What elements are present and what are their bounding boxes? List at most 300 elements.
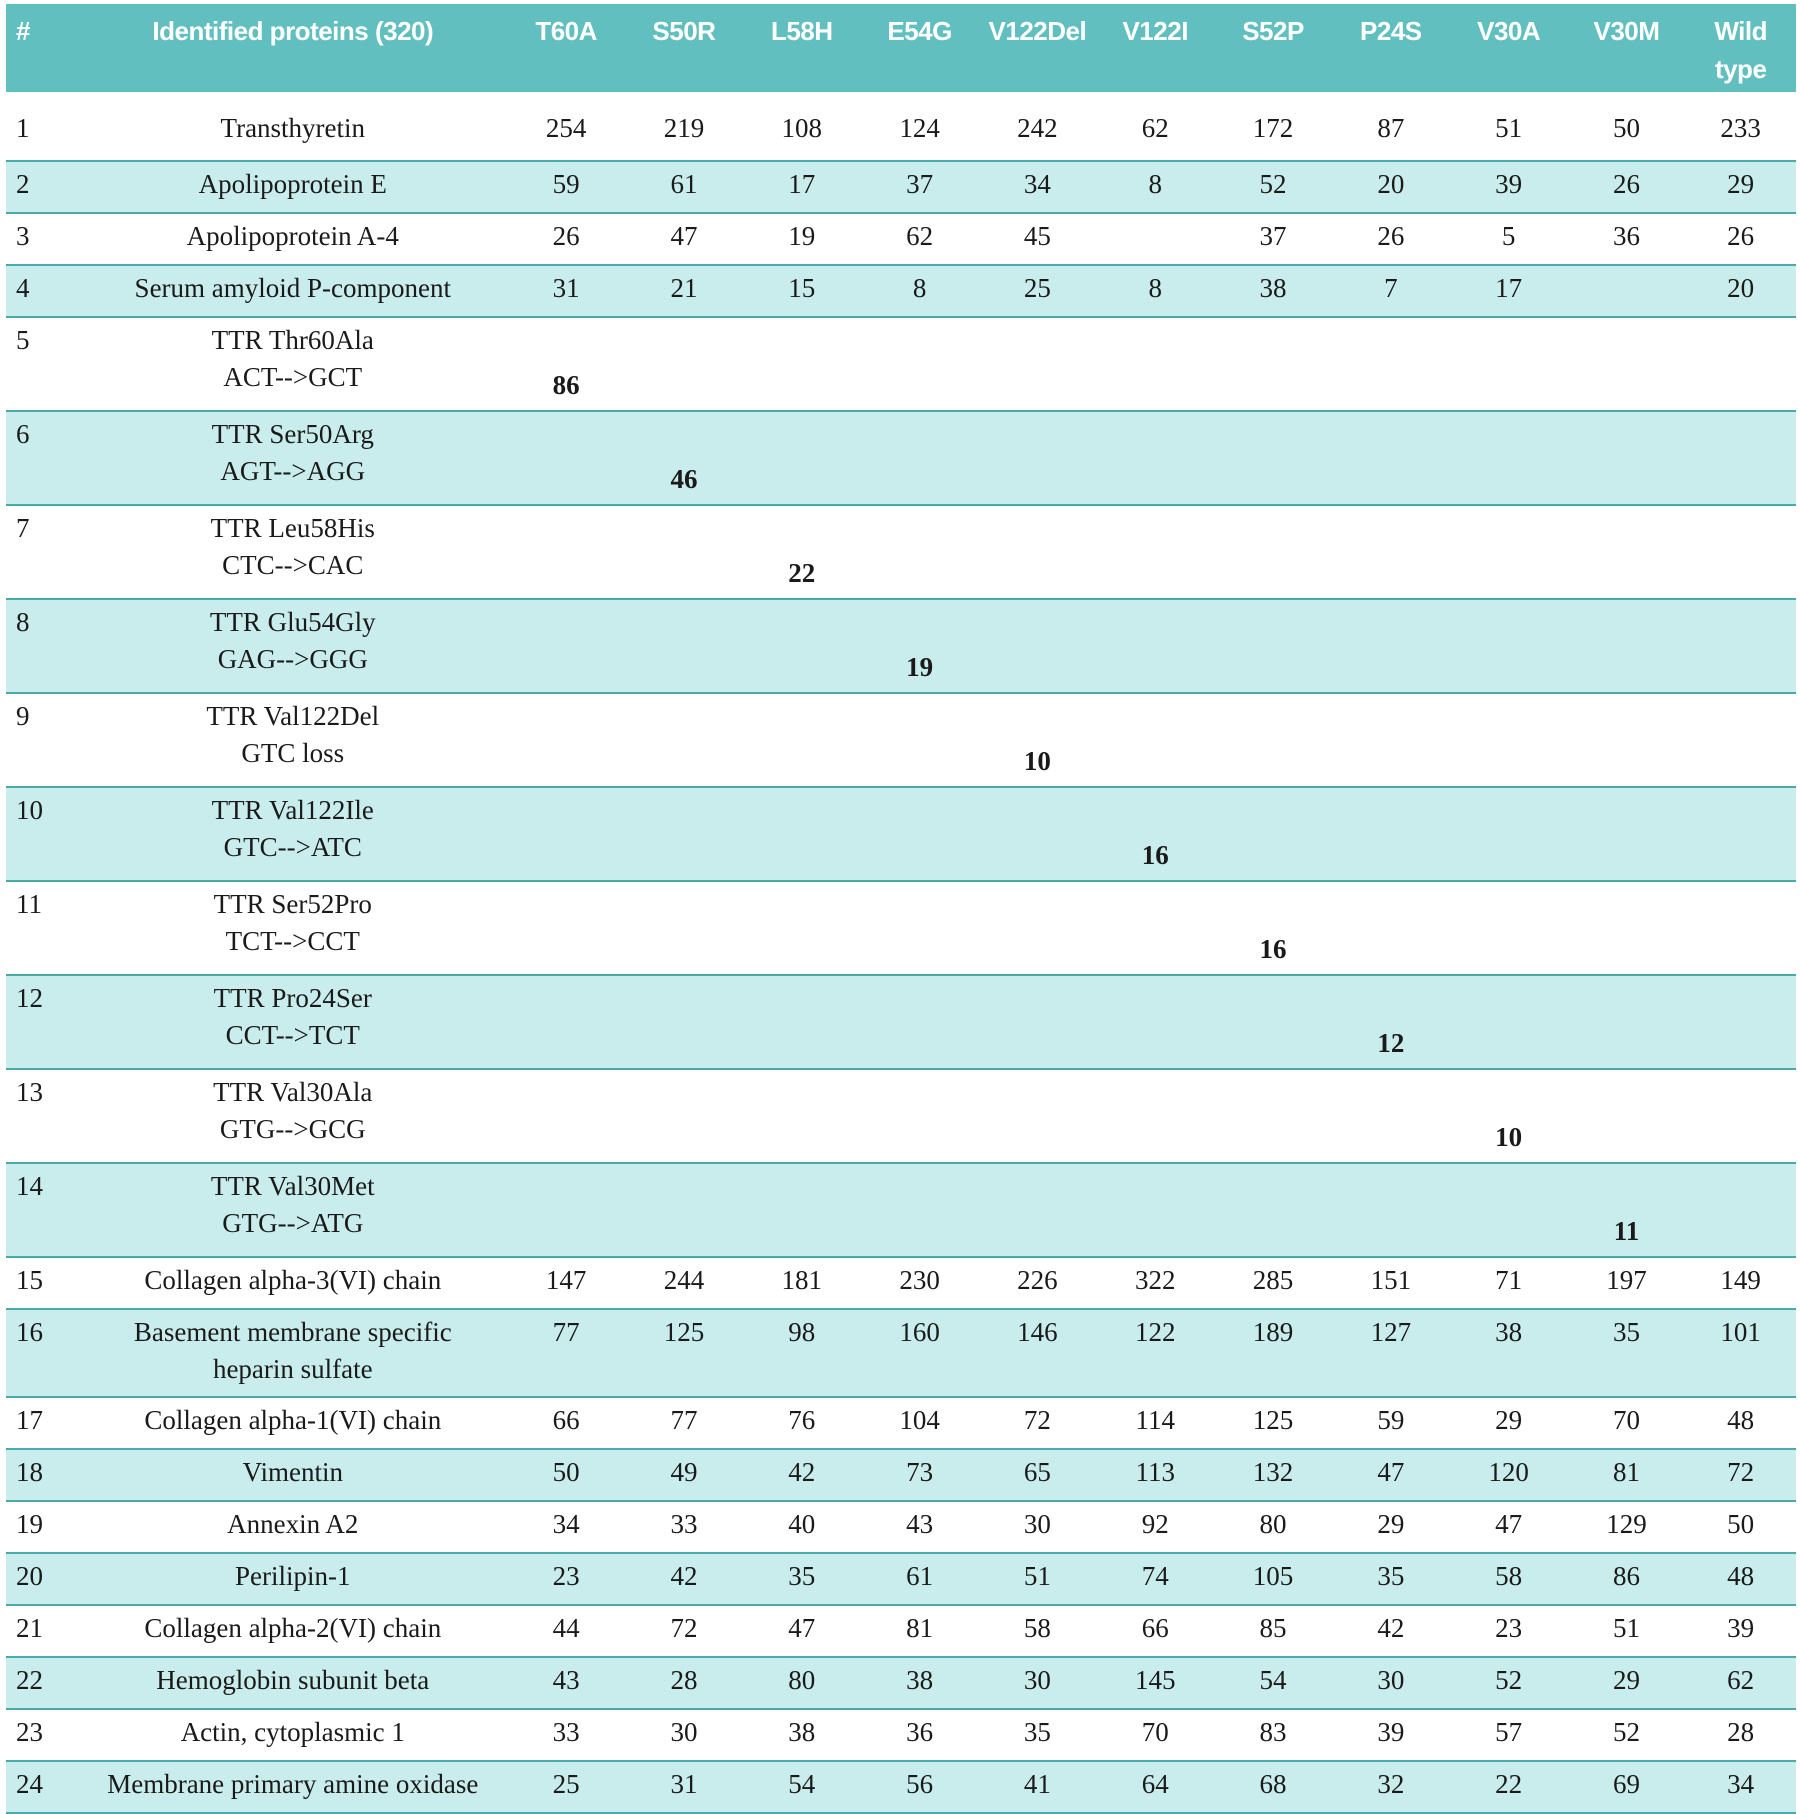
- spectral-count-cell: [507, 693, 625, 787]
- spectral-count-cell: 51: [1023, 1561, 1051, 1591]
- row-number: 3: [16, 221, 30, 251]
- spectral-count-cell: [1332, 1069, 1450, 1163]
- spectral-count-cell: 81: [906, 1613, 934, 1643]
- spectral-count-cell: [743, 317, 861, 411]
- protein-name: [78, 1397, 507, 1449]
- spectral-count-cell: 38: [788, 1717, 816, 1747]
- spectral-count-cell: 146: [1017, 1317, 1058, 1347]
- spectral-count-cell: 33: [670, 1509, 698, 1539]
- spectral-count-cell: [1568, 599, 1686, 693]
- spectral-count-cell: 16: [1259, 934, 1287, 964]
- row-number: 20: [16, 1561, 43, 1591]
- spectral-count-cell: 29: [1612, 1665, 1640, 1695]
- spectral-count-cell: [1214, 693, 1332, 787]
- protein-name-line: Collagen alpha-3(VI) chain: [144, 1265, 442, 1295]
- protein-name: [78, 213, 507, 265]
- row-number: 14: [16, 1171, 43, 1201]
- spectral-count-cell: 74: [1141, 1561, 1169, 1591]
- spectral-count-cell: 87: [1377, 113, 1405, 143]
- header-row: [6, 4, 1796, 92]
- spectral-count-cell: 12: [1377, 1028, 1405, 1058]
- spectral-count-cell: 36: [1612, 221, 1640, 251]
- spectral-count-cell: 73: [906, 1457, 934, 1487]
- table-row: [6, 1709, 1796, 1761]
- protein-name-line: TTR Val30Met: [210, 1171, 375, 1201]
- spectral-count-cell: [507, 881, 625, 975]
- protein-name: [78, 317, 507, 411]
- table-header: [6, 4, 1796, 92]
- spectral-count-cell: [1568, 881, 1686, 975]
- spectral-count-cell: [1332, 787, 1450, 881]
- spectral-count-cell: 70: [1141, 1717, 1169, 1747]
- spectral-count-cell: [1096, 505, 1214, 599]
- spectral-count-cell: 26: [1727, 221, 1755, 251]
- header-variant: V30M: [1593, 16, 1660, 46]
- protein-name-subline: AGT-->AGG: [220, 456, 366, 486]
- spectral-count-cell: 23: [1495, 1613, 1523, 1643]
- protein-name-line: Perilipin-1: [235, 1561, 351, 1591]
- spectral-count-cell: 104: [899, 1405, 940, 1435]
- spectral-count-cell: [1332, 881, 1450, 975]
- spectral-count-cell: 48: [1727, 1561, 1755, 1591]
- spectral-count-cell: 50: [1727, 1509, 1755, 1539]
- row-number: 1: [16, 113, 30, 143]
- spectral-count-cell: 10: [1495, 1122, 1523, 1152]
- spectral-count-cell: 30: [670, 1717, 698, 1747]
- protein-name: [78, 693, 507, 787]
- spectral-count-cell: [978, 505, 1096, 599]
- spectral-count-cell: 17: [1495, 273, 1523, 303]
- protein-name-subline: GTC loss: [241, 738, 345, 768]
- spectral-count-cell: 49: [670, 1457, 698, 1487]
- spectral-count-cell: 120: [1488, 1457, 1529, 1487]
- table-row: [6, 599, 1796, 693]
- spectral-count-cell: [978, 599, 1096, 693]
- protein-name-line: Hemoglobin subunit beta: [156, 1665, 430, 1695]
- protein-name-line: Apolipoprotein E: [198, 169, 387, 199]
- spectral-count-cell: [1214, 505, 1332, 599]
- row-number: 5: [16, 325, 30, 355]
- spectral-count-cell: [507, 975, 625, 1069]
- row-number: 6: [16, 419, 30, 449]
- spectral-count-cell: 29: [1377, 1509, 1405, 1539]
- spectral-count-cell: [507, 1163, 625, 1257]
- spectral-count-cell: [1450, 317, 1568, 411]
- spectral-count-cell: 108: [781, 113, 823, 143]
- protein-name-line: Transthyretin: [220, 113, 366, 143]
- spectral-count-cell: 233: [1720, 113, 1761, 143]
- spectral-count-cell: [1450, 693, 1568, 787]
- row-number: 2: [16, 169, 30, 199]
- spectral-count-cell: [1568, 317, 1686, 411]
- protein-name-line: TTR Ser50Arg: [211, 419, 374, 449]
- protein-name-line: Apolipoprotein A-4: [186, 221, 399, 251]
- header-variant: Wild type: [1714, 16, 1767, 84]
- spectral-count-cell: 66: [1141, 1613, 1169, 1643]
- protein-name: [78, 787, 507, 881]
- protein-name: [78, 1163, 507, 1257]
- table-row: [6, 1657, 1796, 1709]
- spectral-count-cell: 181: [781, 1265, 823, 1295]
- spectral-count-cell: [743, 975, 861, 1069]
- spectral-count-cell: 33: [552, 1717, 580, 1747]
- spectral-count-cell: [625, 505, 743, 599]
- spectral-count-cell: [978, 1163, 1096, 1257]
- spectral-count-cell: 51: [1495, 113, 1523, 143]
- spectral-count-cell: 47: [1377, 1457, 1405, 1487]
- spectral-count-cell: 28: [670, 1665, 698, 1695]
- spectral-count-cell: [1332, 411, 1450, 505]
- spectral-count-cell: 47: [670, 221, 698, 251]
- header-variant: S50R: [652, 16, 716, 46]
- table-row: [6, 1163, 1796, 1257]
- table-row: [6, 317, 1796, 411]
- spectral-count-cell: [625, 693, 743, 787]
- spectral-count-cell: 113: [1135, 1457, 1175, 1487]
- spectral-count-cell: [625, 317, 743, 411]
- spectral-count-cell: 32: [1377, 1769, 1405, 1799]
- protein-name-line: TTR Thr60Ala: [211, 325, 374, 355]
- spectral-count-cell: 42: [788, 1457, 816, 1487]
- spectral-count-cell: [861, 693, 979, 787]
- spectral-count-cell: 83: [1259, 1717, 1287, 1747]
- spectral-count-cell: 52: [1259, 169, 1287, 199]
- spectral-count-cell: [1096, 213, 1214, 265]
- spectral-count-cell: 8: [912, 273, 927, 303]
- protein-name: [78, 1553, 507, 1605]
- protein-name-line: TTR Val30Ala: [213, 1077, 373, 1107]
- spectral-count-cell: [1685, 505, 1796, 599]
- protein-name: [78, 1069, 507, 1163]
- row-number: 8: [16, 607, 30, 637]
- spectral-count-cell: [743, 693, 861, 787]
- protein-name: [78, 1761, 507, 1813]
- protein-name-subline: GTG-->GCG: [219, 1114, 366, 1144]
- spectral-count-cell: 52: [1495, 1665, 1523, 1695]
- table-row: [6, 213, 1796, 265]
- row-number: 16: [16, 1317, 43, 1347]
- spectral-count-cell: 172: [1252, 113, 1294, 143]
- spectral-count-cell: 26: [1377, 221, 1405, 251]
- spectral-count-cell: 149: [1720, 1265, 1761, 1295]
- spectral-count-cell: 19: [788, 221, 816, 251]
- protein-name: [78, 161, 507, 213]
- spectral-count-cell: [1214, 599, 1332, 693]
- spectral-count-cell: [1450, 1163, 1568, 1257]
- row-number: 23: [16, 1717, 43, 1747]
- table-row: [6, 1553, 1796, 1605]
- spectral-count-cell: [625, 1069, 743, 1163]
- spectral-count-cell: [1685, 317, 1796, 411]
- spectral-count-cell: 145: [1134, 1665, 1176, 1695]
- spectral-count-cell: 77: [552, 1317, 580, 1347]
- protein-name-subline: GTG-->ATG: [222, 1208, 364, 1238]
- spectral-count-cell: 25: [552, 1769, 580, 1799]
- table-row: [6, 1761, 1796, 1813]
- table-row: [6, 1501, 1796, 1553]
- spectral-count-cell: 20: [1377, 169, 1405, 199]
- row-number: 18: [16, 1457, 43, 1487]
- protein-name-subline: CCT-->TCT: [225, 1020, 360, 1050]
- spectral-count-cell: 189: [1252, 1317, 1294, 1347]
- spectral-count-cell: [625, 599, 743, 693]
- spectral-count-cell: [861, 505, 979, 599]
- header-variant: V122Del: [988, 16, 1087, 46]
- spectral-count-cell: [1568, 1069, 1686, 1163]
- spectral-count-cell: 50: [552, 1457, 580, 1487]
- protein-name: [78, 1257, 507, 1309]
- spectral-count-cell: 22: [788, 558, 816, 588]
- spectral-count-cell: 22: [1495, 1769, 1523, 1799]
- spectral-count-cell: [1685, 411, 1796, 505]
- protein-name-subline: CTC-->CAC: [222, 550, 364, 580]
- protein-name-subline: heparin sulfate: [212, 1354, 373, 1384]
- spectral-count-cell: [625, 881, 743, 975]
- protein-name-line: TTR Pro24Ser: [213, 983, 372, 1013]
- spectral-count-cell: 34: [1023, 169, 1051, 199]
- spectral-count-cell: 38: [906, 1665, 934, 1695]
- row-number: 15: [16, 1265, 43, 1295]
- spectral-count-cell: 38: [1495, 1317, 1523, 1347]
- table-row: [6, 92, 1796, 161]
- protein-name: [78, 92, 507, 161]
- spectral-count-cell: 101: [1720, 1317, 1761, 1347]
- protein-name: [78, 1309, 507, 1397]
- spectral-count-cell: 85: [1259, 1613, 1287, 1643]
- spectral-count-cell: 86: [1612, 1561, 1640, 1591]
- spectral-count-cell: 70: [1612, 1405, 1640, 1435]
- spectral-count-cell: [1096, 693, 1214, 787]
- row-number: 21: [16, 1613, 43, 1643]
- spectral-count-cell: [861, 787, 979, 881]
- protein-name-line: TTR Ser52Pro: [213, 889, 372, 919]
- spectral-count-cell: [743, 599, 861, 693]
- spectral-count-cell: 38: [1259, 273, 1287, 303]
- spectral-count-cell: [861, 1163, 979, 1257]
- spectral-count-cell: 35: [788, 1561, 816, 1591]
- spectral-count-cell: [1568, 265, 1686, 317]
- spectral-count-cell: 56: [906, 1769, 934, 1799]
- protein-name-line: TTR Val122Del: [206, 701, 380, 731]
- table-row: [6, 1605, 1796, 1657]
- spectral-count-cell: 62: [1727, 1665, 1755, 1695]
- header-variant: T60A: [535, 16, 597, 46]
- spectral-count-cell: 71: [1495, 1265, 1523, 1295]
- spectral-count-cell: [861, 411, 979, 505]
- table-row: [6, 411, 1796, 505]
- spectral-count-cell: 244: [663, 1265, 705, 1295]
- spectral-count-cell: 31: [552, 273, 580, 303]
- protein-name: [78, 265, 507, 317]
- spectral-count-cell: [1568, 693, 1686, 787]
- row-number: 10: [16, 795, 43, 825]
- spectral-count-cell: 230: [899, 1265, 940, 1295]
- spectral-count-cell: 125: [1252, 1405, 1294, 1435]
- header-variant: L58H: [770, 16, 833, 46]
- spectral-count-cell: [1214, 1069, 1332, 1163]
- row-number: 22: [16, 1665, 43, 1695]
- spectral-count-cell: [1450, 975, 1568, 1069]
- spectral-count-cell: 54: [788, 1769, 816, 1799]
- spectral-count-cell: 59: [552, 169, 580, 199]
- spectral-count-cell: 25: [1023, 273, 1051, 303]
- protein-name-subline: GTC-->ATC: [223, 832, 362, 862]
- spectral-count-cell: 151: [1370, 1265, 1412, 1295]
- spectral-count-cell: 35: [1023, 1717, 1051, 1747]
- spectral-count-cell: 65: [1023, 1457, 1051, 1487]
- protein-name: [78, 411, 507, 505]
- spectral-count-cell: [1450, 411, 1568, 505]
- spectral-count-cell: 81: [1612, 1457, 1640, 1487]
- spectral-count-cell: [978, 317, 1096, 411]
- spectral-count-cell: 54: [1259, 1665, 1287, 1695]
- spectral-count-cell: [978, 411, 1096, 505]
- spectral-count-cell: [1568, 975, 1686, 1069]
- spectral-count-cell: 98: [788, 1317, 816, 1347]
- spectral-count-cell: 285: [1252, 1265, 1294, 1295]
- spectral-count-cell: [1450, 599, 1568, 693]
- spectral-count-cell: 80: [788, 1665, 816, 1695]
- table-row: [6, 265, 1796, 317]
- spectral-count-cell: 322: [1134, 1265, 1176, 1295]
- spectral-count-cell: 58: [1023, 1613, 1051, 1643]
- spectral-count-cell: [1096, 317, 1214, 411]
- proteomics-table-container: [6, 4, 1796, 1814]
- spectral-count-cell: [1685, 693, 1796, 787]
- spectral-count-cell: 47: [1495, 1509, 1523, 1539]
- spectral-count-cell: [743, 881, 861, 975]
- spectral-count-cell: [978, 1069, 1096, 1163]
- spectral-count-cell: [1450, 787, 1568, 881]
- spectral-count-cell: 42: [1377, 1613, 1405, 1643]
- spectral-count-cell: [978, 787, 1096, 881]
- spectral-count-cell: [1685, 599, 1796, 693]
- spectral-count-cell: 72: [670, 1613, 698, 1643]
- row-number: 24: [16, 1769, 43, 1799]
- spectral-count-cell: 29: [1727, 169, 1755, 199]
- table-row: [6, 787, 1796, 881]
- spectral-count-cell: 66: [552, 1405, 580, 1435]
- spectral-count-cell: [1214, 1163, 1332, 1257]
- spectral-count-cell: 197: [1606, 1265, 1647, 1295]
- spectral-count-cell: 11: [1613, 1216, 1640, 1246]
- spectral-count-cell: [625, 975, 743, 1069]
- table-row: [6, 975, 1796, 1069]
- protein-name-line: TTR Glu54Gly: [209, 607, 376, 637]
- spectral-count-cell: [861, 881, 979, 975]
- protein-name-line: Basement membrane specific: [133, 1317, 452, 1347]
- spectral-count-cell: [507, 599, 625, 693]
- spectral-count-cell: 31: [670, 1769, 698, 1799]
- protein-name: [78, 975, 507, 1069]
- spectral-count-cell: 226: [1017, 1265, 1058, 1295]
- spectral-count-cell: [1568, 411, 1686, 505]
- table-row: [6, 1309, 1796, 1397]
- spectral-count-cell: 17: [788, 169, 816, 199]
- spectral-count-cell: 20: [1727, 273, 1755, 303]
- row-number: 17: [16, 1405, 43, 1435]
- protein-name: [78, 1709, 507, 1761]
- spectral-count-cell: [1685, 881, 1796, 975]
- row-number: 7: [16, 513, 30, 543]
- protein-name-line: Vimentin: [242, 1457, 343, 1487]
- spectral-count-cell: 132: [1252, 1457, 1294, 1487]
- spectral-count-cell: [1096, 975, 1214, 1069]
- spectral-count-cell: [1332, 693, 1450, 787]
- table-body: [6, 92, 1796, 1813]
- spectral-count-cell: [507, 505, 625, 599]
- spectral-count-cell: [1214, 317, 1332, 411]
- spectral-count-cell: 37: [906, 169, 934, 199]
- spectral-count-cell: 43: [906, 1509, 934, 1539]
- spectral-count-cell: 105: [1252, 1561, 1294, 1591]
- table-row: [6, 1449, 1796, 1501]
- spectral-count-cell: 219: [663, 113, 705, 143]
- spectral-count-cell: 39: [1377, 1717, 1405, 1747]
- spectral-count-cell: 72: [1727, 1457, 1755, 1487]
- spectral-count-cell: [625, 787, 743, 881]
- spectral-count-cell: 61: [906, 1561, 934, 1591]
- spectral-count-cell: [861, 975, 979, 1069]
- table-row: [6, 505, 1796, 599]
- spectral-count-cell: 64: [1141, 1769, 1169, 1799]
- spectral-count-cell: 39: [1495, 169, 1523, 199]
- header-variant: P24S: [1360, 16, 1422, 46]
- protein-name-subline: TCT-->CCT: [225, 926, 360, 956]
- spectral-count-cell: 5: [1501, 221, 1516, 251]
- spectral-count-cell: 129: [1606, 1509, 1647, 1539]
- spectral-count-cell: [978, 975, 1096, 1069]
- spectral-count-cell: 72: [1023, 1405, 1051, 1435]
- protein-name-line: Collagen alpha-1(VI) chain: [144, 1405, 442, 1435]
- row-number: 11: [16, 889, 42, 919]
- row-number: 9: [16, 701, 30, 731]
- row-number: 4: [16, 273, 30, 303]
- spectral-count-cell: 15: [788, 273, 816, 303]
- spectral-count-cell: [1568, 787, 1686, 881]
- protein-name-line: Actin, cytoplasmic 1: [180, 1717, 405, 1747]
- spectral-count-cell: [1096, 1069, 1214, 1163]
- spectral-count-cell: 41: [1023, 1769, 1051, 1799]
- spectral-count-cell: [507, 411, 625, 505]
- spectral-count-cell: [861, 317, 979, 411]
- spectral-count-cell: 10: [1023, 746, 1051, 776]
- spectral-count-cell: 8: [1148, 169, 1162, 199]
- spectral-count-cell: [1332, 317, 1450, 411]
- spectral-count-cell: [743, 1163, 861, 1257]
- spectral-count-cell: 29: [1495, 1405, 1523, 1435]
- header-variant: S52P: [1242, 16, 1304, 46]
- spectral-count-cell: [1214, 411, 1332, 505]
- spectral-count-cell: 59: [1377, 1405, 1405, 1435]
- spectral-count-cell: 43: [552, 1665, 580, 1695]
- spectral-count-cell: 77: [670, 1405, 698, 1435]
- protein-name: [78, 505, 507, 599]
- header-variant: V30A: [1477, 16, 1541, 46]
- spectral-count-cell: [1096, 881, 1214, 975]
- spectral-count-cell: 58: [1495, 1561, 1523, 1591]
- spectral-count-cell: 39: [1727, 1613, 1755, 1643]
- spectral-count-cell: [1214, 787, 1332, 881]
- spectral-count-cell: 23: [552, 1561, 580, 1591]
- spectral-count-cell: 28: [1727, 1717, 1755, 1747]
- spectral-count-cell: 26: [552, 221, 580, 251]
- protein-name: [78, 1657, 507, 1709]
- spectral-count-cell: 160: [899, 1317, 940, 1347]
- header-number: #: [16, 16, 30, 46]
- spectral-count-cell: 62: [1141, 113, 1169, 143]
- table-row: [6, 1397, 1796, 1449]
